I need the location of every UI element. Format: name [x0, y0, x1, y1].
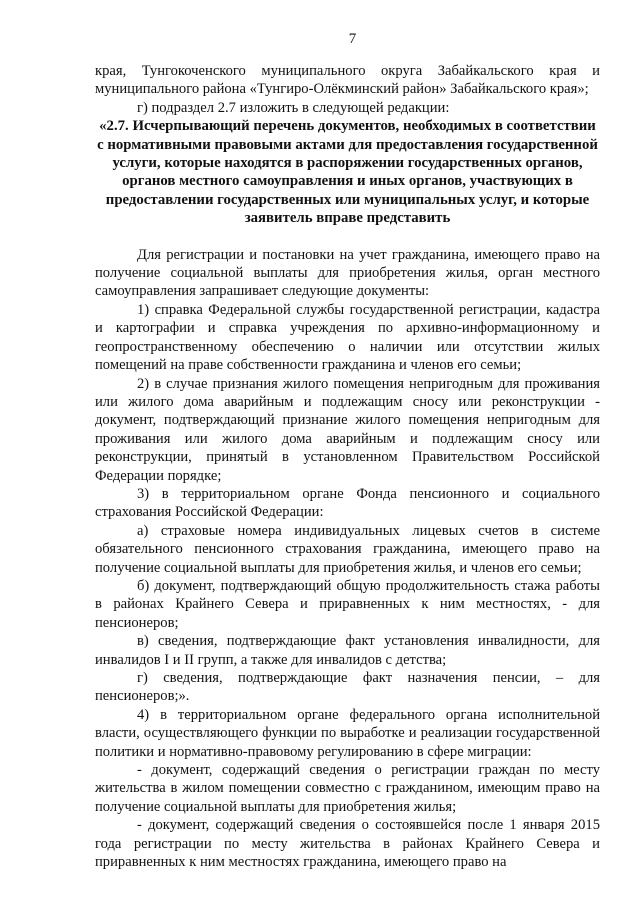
body-item-4-dash-1: - документ, содержащий сведения о регистрации граждан по месту жительства в жилом помещении совместно с гражданином, имеющим право на получение социальной выплаты для приобретения жилья;	[95, 762, 600, 815]
section-heading: «2.7. Исчерпывающий перечень документов, необходимых в соответствии с нормативными правовыми актами для предоставления государственной услуги, которые находятся в распоряжении государственных органов, органов местного самоуправления и иных органов, участвующих в предоставлении государственных или муниципальных услуг, и которые заявитель вправе представить	[97, 118, 598, 227]
body-item-2: 2) в случае признания жилого помещения непригодным для проживания или жилого дома аварийным и подлежащим сносу или реконструкции - документ, подтверждающий признание жилого помещения непригодным для проживания или жилого дома аварийным и подлежащим сносу или реконструкции, принятый в установленном Правительством Российской Федерации порядке;	[95, 375, 600, 484]
page-number: 7	[348, 31, 357, 47]
body-item-4: 4) в территориальном органе федерального органа исполнительной власти, осуществляющего функции по выработке и реализации государственной политики и нормативно-правовому регулированию в сфере миграции:	[95, 706, 600, 760]
body-item-1: 1) справка Федеральной службы государственной регистрации, кадастра и картографии и справка учреждения по архивно-информационному и геопространственному обеспечению о наличии или отсутствии жилых помещений на праве собственности гражданина и членов его семьи;	[95, 301, 600, 374]
body-item-4-dash-2: - документ, содержащий сведения о состоявшейся после 1 января 2015 года регистрации по месту жительства в районах Крайнего Севера и приравненных к ним местностях гражданина, имеющего право на	[95, 817, 600, 871]
body-item-3v: в) сведения, подтверждающие факт установления инвалидности, для инвалидов I и II групп, а также для инвалидов с детства;	[95, 633, 600, 668]
body-paragraph-intro: Для регистрации и постановки на учет гражданина, имеющего право на получение социальной выплаты для приобретения жилья, орган местного самоуправления запрашивает следующие документы:	[95, 246, 600, 300]
body-item-3: 3) в территориальном органе Фонда пенсионного и социального страхования Российской Федерации:	[95, 485, 600, 521]
body-item-3b: б) документ, подтверждающий общую продолжительность стажа работы в районах Крайнего Севера и приравненных к ним местностях, - для пенсионеров;	[95, 577, 600, 631]
body-item-3a: а) страховые номера индивидуальных лицевых счетов в системе обязательного пенсионного страхования гражданина, имеющего право на получение социальной выплаты для приобретения жилья, и членов его семьи;	[95, 522, 600, 576]
paragraph-amendment-intro: г) подраздел 2.7 изложить в следующей редакции:	[137, 99, 450, 116]
paragraph-continuation: края, Тунгокоченского муниципального округа Забайкальского края и муниципального района «Тунгиро-Олёкминский район» Забайкальского края»;	[95, 63, 600, 98]
body-item-3g: г) сведения, подтверждающие факт назначения пенсии, – для пенсионеров;».	[95, 670, 600, 705]
section-heading-block	[95, 117, 600, 227]
